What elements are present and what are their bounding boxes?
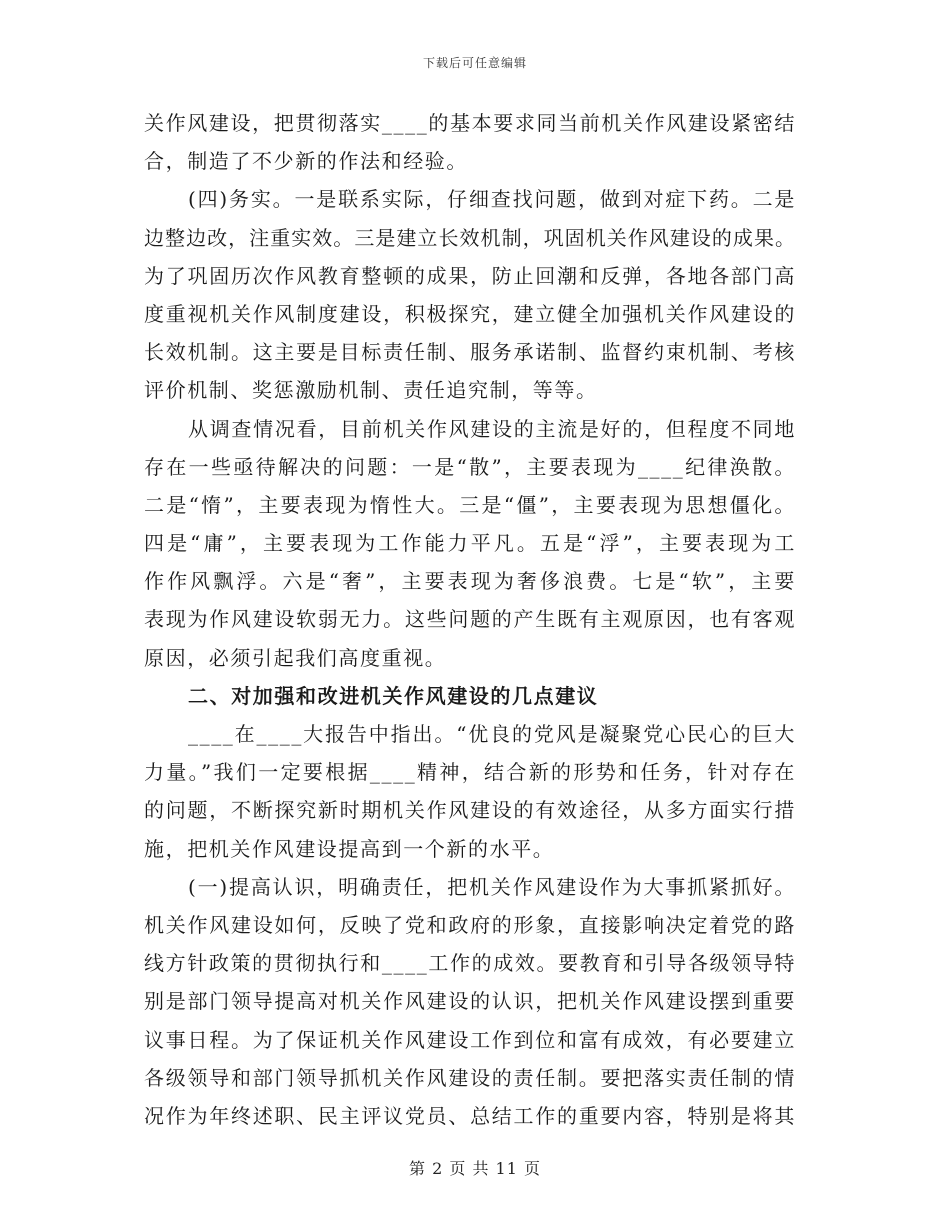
text-line: 各级领导和部门领导抓机关作风建设的责任制。要把落实责任制的情 (144, 1065, 796, 1090)
body-text (144, 104, 796, 1135)
text-line: ____在____大报告中指出。“优良的党风是凝聚党心民心的巨大 (188, 722, 796, 746)
text-line: 存在一些亟待解决的问题：一是“散”，主要表现为____纪律涣散。 (144, 454, 796, 479)
text-line: 评价机制、奖惩激励机制、责任追究制，等等。 (144, 378, 598, 403)
text-line: 议事日程。为了保证机关作风建设工作到位和富有成效，有必要建立 (144, 1027, 796, 1052)
text-line: 合，制造了不少新的作法和经验。 (144, 149, 468, 174)
text-line: 线方针政策的贯彻执行和____工作的成效。要教育和引导各级领导特 (144, 951, 796, 976)
text-line: 机关作风建设如何，反映了党和政府的形象，直接影响决定着党的路 (144, 912, 796, 937)
text-line: (四)务实。一是联系实际，仔细查找问题，做到对症下药。二是 (188, 187, 796, 212)
text-line: 关作风建设，把贯彻落实____的基本要求同当前机关作风建设紧密结 (144, 111, 796, 135)
text-line: 力量。”我们一定要根据____精神，结合新的形势和任务，针对存在 (144, 760, 796, 785)
text-line: 作作风飘浮。六是“奢”，主要表现为奢侈浪费。七是“软”，主要 (144, 569, 796, 594)
text-line: 边整边改，注重实效。三是建立长效机制，巩固机关作风建设的成果。 (144, 225, 796, 250)
section-heading: 二、对加强和改进机关作风建设的几点建议 (188, 683, 599, 708)
page-number: 第 2 页 共 11 页 (409, 1159, 541, 1178)
text-line: 表现为作风建设软弱无力。这些问题的产生既有主观原因，也有客观 (144, 607, 796, 632)
text-line: 度重视机关作风制度建设，积极探究，建立健全加强机关作风建设的 (144, 301, 796, 326)
text-line: 别是部门领导提高对机关作风建设的认识，把机关作风建设摆到重要 (144, 989, 796, 1014)
text-line: 为了巩固历次作风教育整顿的成果，防止回潮和反弹，各地各部门高 (144, 263, 796, 288)
text-line: 原因，必须引起我们高度重视。 (144, 645, 447, 670)
text-line: 长效机制。这主要是目标责任制、服务承诺制、监督约束机制、考核 (144, 340, 796, 365)
text-line: (一)提高认识，明确责任，把机关作风建设作为大事抓紧抓好。 (188, 874, 796, 899)
text-line: 二是“惰”，主要表现为惰性大。三是“僵”，主要表现为思想僵化。 (144, 492, 796, 517)
text-line: 从调查情况看，目前机关作风建设的主流是好的，但程度不同地 (188, 416, 796, 441)
text-line: 况作为年终述职、民主评议党员、总结工作的重要内容，特别是将其 (144, 1103, 796, 1128)
text-line: 施，把机关作风建设提高到一个新的水平。 (144, 836, 555, 861)
text-line: 四是“庸”，主要表现为工作能力平凡。五是“浮”，主要表现为工 (144, 531, 796, 556)
text-line: 的问题，不断探究新时期机关作风建设的有效途径，从多方面实行措 (144, 798, 796, 823)
download-watermark: 下载后可任意编辑 (422, 56, 527, 70)
